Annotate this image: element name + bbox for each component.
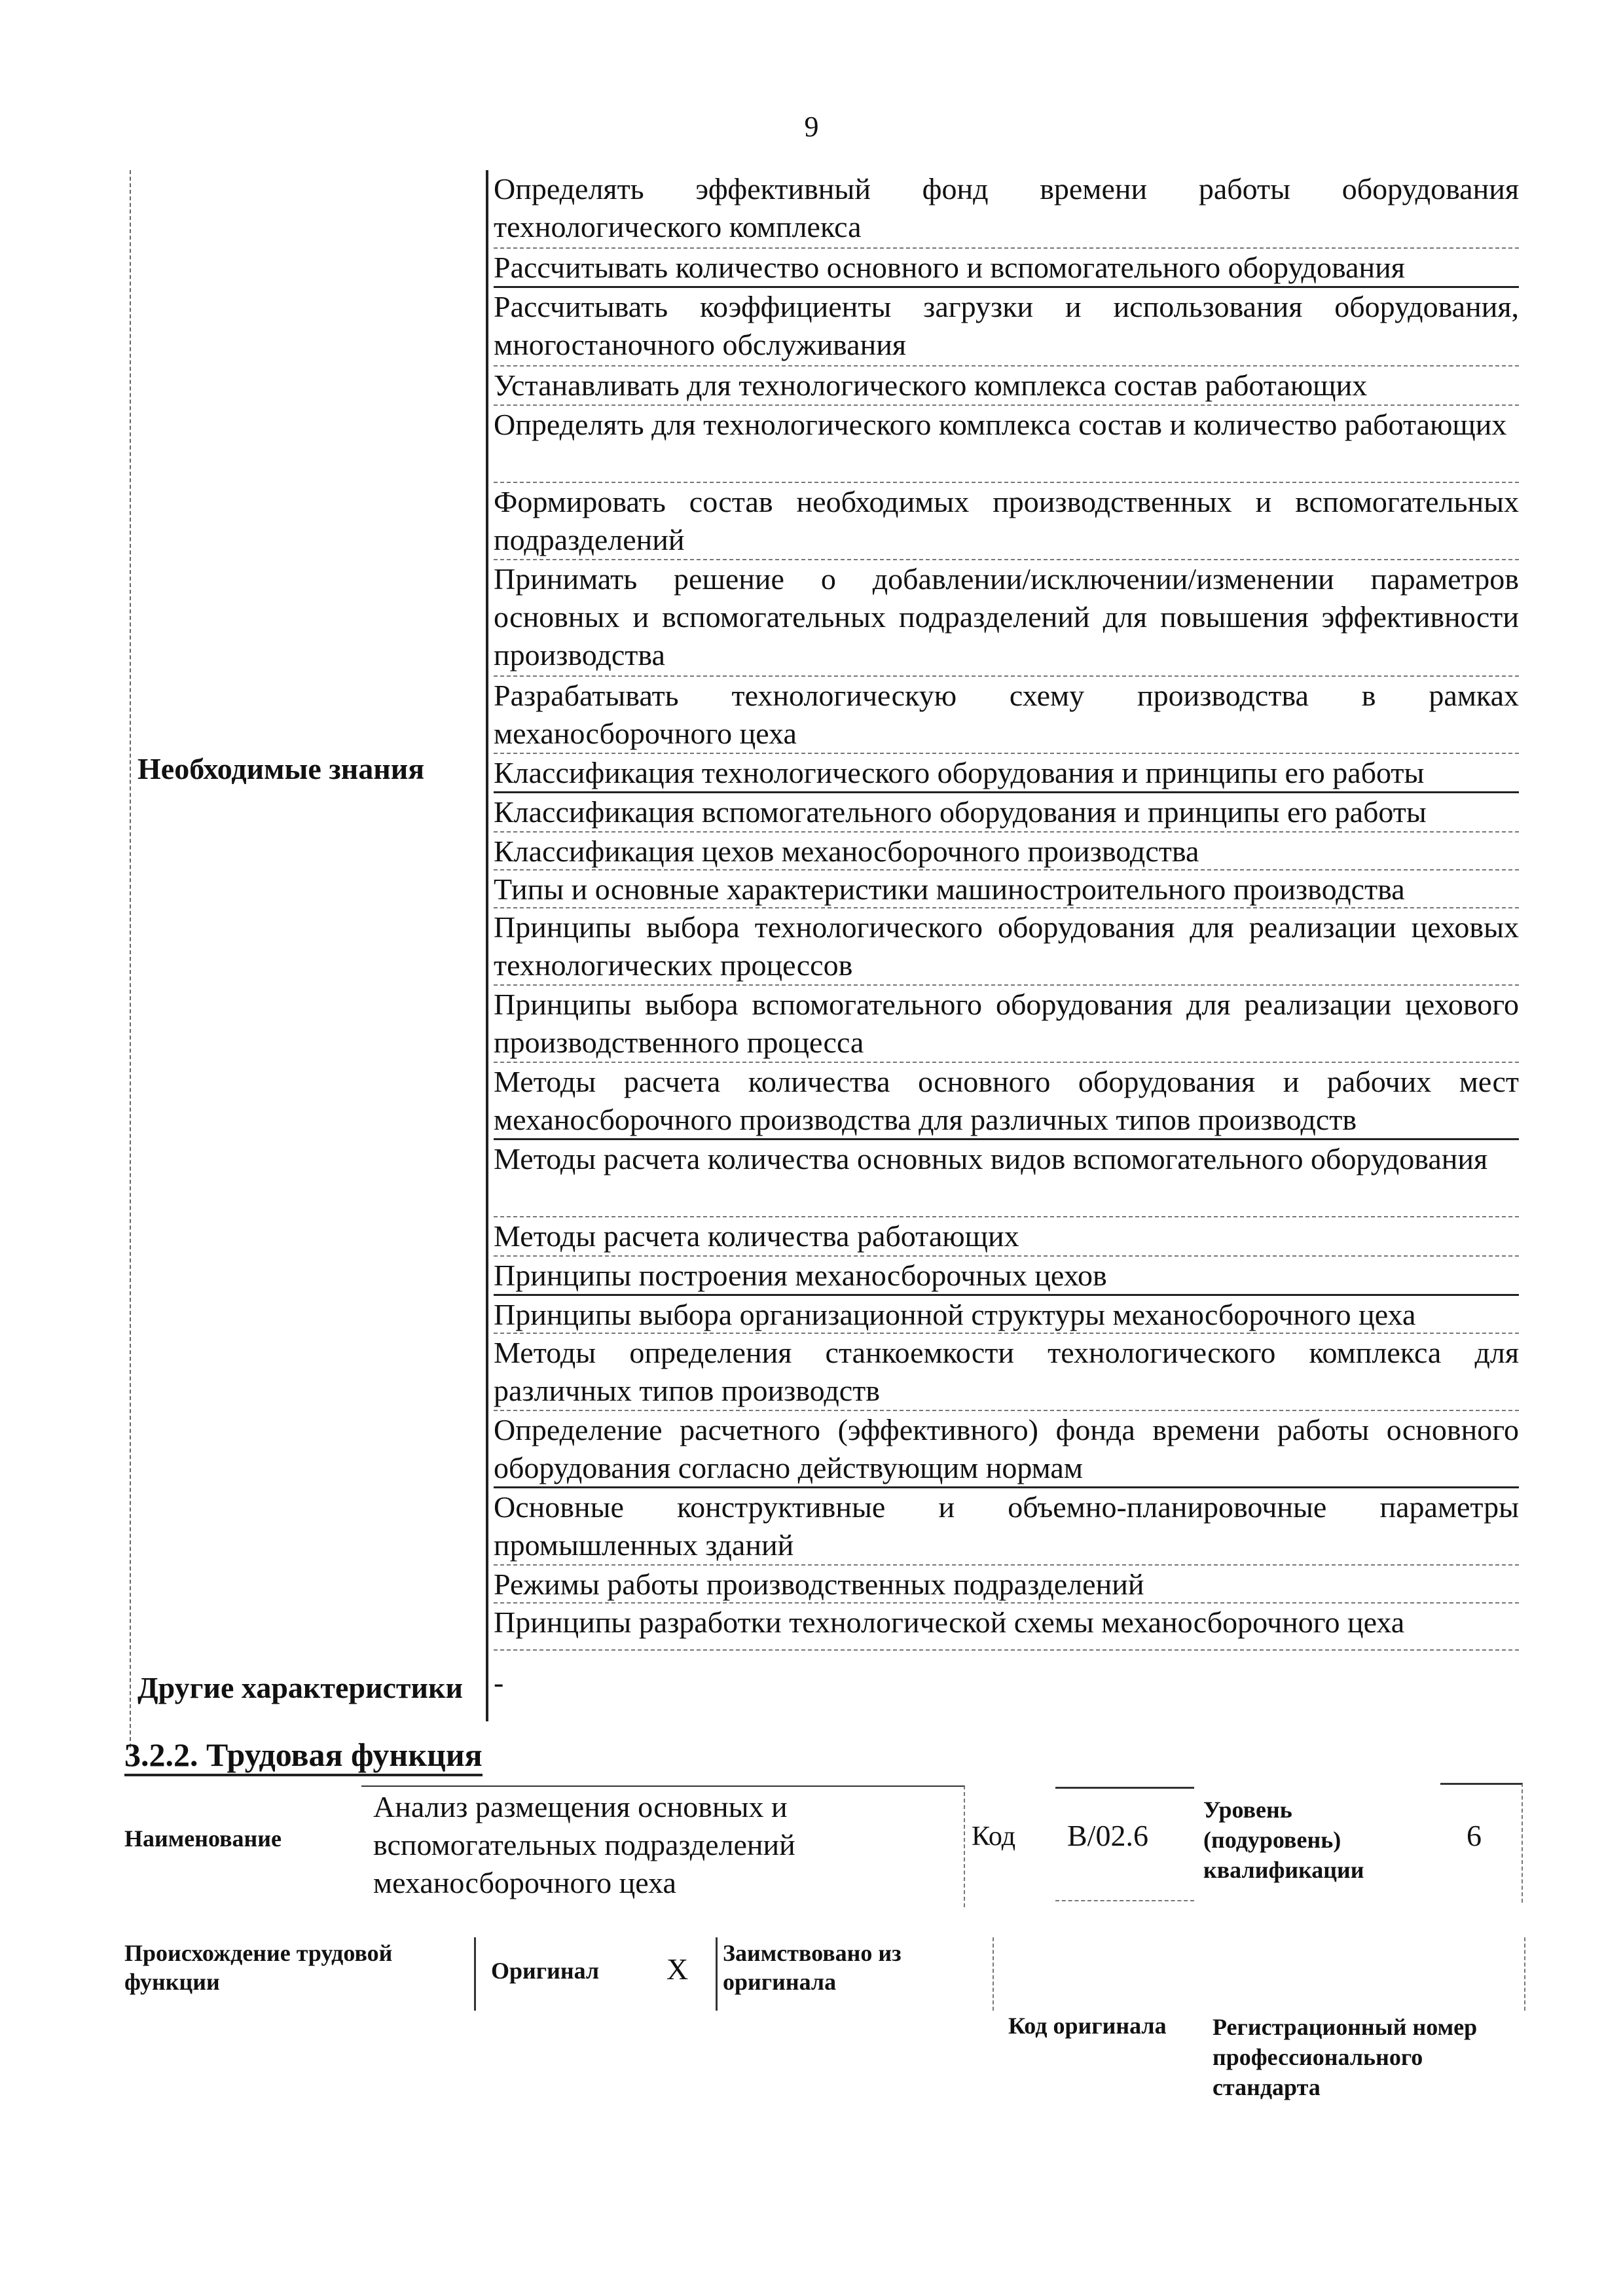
origin-label: Происхождение трудовой функции — [124, 1940, 393, 1995]
table-row: - — [494, 1666, 504, 1699]
left-column — [130, 170, 487, 1748]
table-row: Принципы выбора технологического оборудования для реализации цеховых технологических процессов — [494, 908, 1519, 986]
level-box — [1440, 1783, 1523, 1903]
table-row: Рассчитывать количество основного и вспомогательного оборудования — [494, 249, 1519, 288]
original-code-label: Код оригинала — [1008, 2013, 1167, 2039]
other-characteristics-label: Другие характеристики — [137, 1671, 464, 1704]
original-mark: Х — [666, 1952, 689, 1986]
table-row: Принципы выбора организационной структуры механосборочного цеха — [494, 1296, 1519, 1334]
column-divider — [486, 170, 488, 1721]
original-label: Оригинал — [491, 1958, 600, 1984]
section-title: 3.2.2. Трудовая функция — [124, 1736, 483, 1776]
table-row: Разрабатывать технологическую схему производства в рамках механосборочного цеха — [494, 677, 1519, 754]
table-row: Методы определения станкоемкости технологического комплекса для различных типов производств — [494, 1334, 1519, 1411]
table-row: Методы расчета количества работающих — [494, 1217, 1519, 1257]
code-label: Код — [972, 1821, 1016, 1852]
table-row: Формировать состав необходимых производственных и вспомогательных подразделений — [494, 483, 1519, 560]
required-knowledge-label: Необходимые знания — [137, 752, 425, 785]
level-label: Уровень (подуровень) квалификации — [1203, 1797, 1364, 1883]
table-row: Рассчитывать коэффициенты загрузки и использования оборудования, многостаночного обслуживания — [494, 288, 1519, 367]
table-row: Методы расчета количества основных видов вспомогательного оборудования — [494, 1140, 1519, 1217]
table-row: Определение расчетного (эффективного) фонда времени работы основного оборудования согласно действующим нормам — [494, 1411, 1519, 1488]
borrowed-label: Заимствовано из оригинала — [723, 1940, 902, 1995]
level-value: 6 — [1467, 1819, 1482, 1852]
table-row: Определять для технологического комплекса состав и количество работающих — [494, 406, 1519, 483]
name-label: Наименование — [124, 1825, 282, 1852]
table-row: Принципы разработки технологической схемы механосборочного цеха — [494, 1604, 1519, 1651]
table-row: Основные конструктивные и объемно-планировочные параметры промышленных зданий — [494, 1488, 1519, 1566]
table-row: Методы расчета количества основного оборудования и рабочих мест механосборочного производства для различных типов производств — [494, 1063, 1519, 1140]
table-row: Типы и основные характеристики машиностроительного производства — [494, 870, 1519, 908]
function-name: Анализ размещения основных и вспомогательных подразделений механосборочного цеха — [373, 1790, 795, 1899]
table-row: Классификация вспомогательного оборудования и принципы его работы — [494, 793, 1519, 833]
table-row: Принципы построения механосборочных цехов — [494, 1257, 1519, 1296]
reg-number-box — [993, 1937, 1525, 2011]
table-row: Режимы работы производственных подразделений — [494, 1566, 1519, 1604]
table-row: Принципы выбора вспомогательного оборудования для реализации цехового производственного процесса — [494, 986, 1519, 1063]
table-row: Классификация цехов механосборочного производства — [494, 833, 1519, 870]
table-row: Определять эффективный фонд времени работы оборудования технологического комплекса — [494, 170, 1519, 249]
table-row: Устанавливать для технологического комплекса состав работающих — [494, 367, 1519, 406]
table-row: Классификация технологического оборудования и принципы его работы — [494, 754, 1519, 793]
code-value: В/02.6 — [1067, 1819, 1148, 1852]
table-row: Принимать решение о добавлении/исключении/изменении параметров основных и вспомогательных подразделений для повышения эффективности производства — [494, 560, 1519, 677]
reg-number-label: Регистрационный номер профессионального стандарта — [1213, 2014, 1478, 2100]
page-number: 9 — [804, 111, 819, 143]
